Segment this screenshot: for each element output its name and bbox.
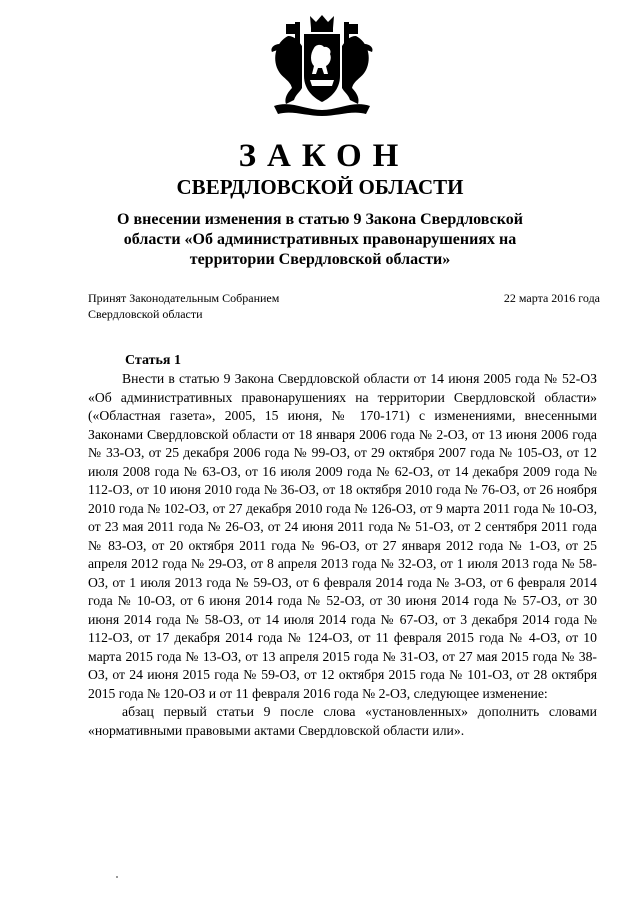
document-title: ЗАКОН (238, 138, 410, 174)
article-amendment-paragraph: абзац первый статьи 9 после слова «установленных» дополнить словами «нормативными правовыми актами Свердловской области или». (88, 704, 597, 738)
coat-of-arms-icon (266, 14, 378, 118)
article-intro-paragraph: Внести в статью 9 Закона Свердловской области от 14 июня 2005 года № 52-ОЗ «Об административных правонарушениях на территории Свердловской области» («Областная газета», 2005, 15 июня, № 170-171) с изменениями, внесенными Законами Свердловской области от 18 января 2006 года № 2-ОЗ, от 13 июня 2006 года № 33-ОЗ, от 25 декабря 2006 года № 99-ОЗ, от 29 октября 2007 года № 105-ОЗ, от 12 июля 2008 года № 63-ОЗ, от 16 июля 2009 года № 62-ОЗ, от 14 декабря 2009 года № 112-ОЗ, от 10 июня 2010 года № 36-ОЗ, от 18 октября 2010 года № 76-ОЗ, от 26 ноября 2010 года № 102-ОЗ, от 27 декабря 2010 года № 126-ОЗ, от 9 марта 2011 года № 10-ОЗ, от 23 мая 2011 года № 26-ОЗ, от 24 июня 2011 года № 51-ОЗ, от 2 сентября 2011 года № 83-ОЗ, от 20 октября 2011 года № 96-ОЗ, от 27 января 2012 года № 1-ОЗ, от 25 апреля 2012 года № 29-ОЗ, от 8 апреля 2013 года № 32-ОЗ, от 1 июля 2013 года № 58-ОЗ, от 1 июля 2013 года № 59-ОЗ, от 6 февраля 2014 года № 3-ОЗ, от 6 февраля 2014 года № 10-ОЗ, от 6 июня 2014 года № 52-ОЗ, от 30 июня 2014 года № 57-ОЗ, от 30 июня 2014 года № 58-ОЗ, от 14 июля 2014 года № 67-ОЗ, от 3 декабря 2014 года № 112-ОЗ, от 17 декабря 2014 года № 124-ОЗ, от 11 февраля 2015 года № 4-ОЗ, от 10 марта 2015 года № 13-ОЗ, от 13 апреля 2015 года № 31-ОЗ, от 27 мая 2015 года № 38-ОЗ, от 24 июня 2015 года № 59-ОЗ, от 12 октября 2015 года № 101-ОЗ, от 28 октября 2015 года № 120-ОЗ и от 11 февраля 2016 года № 2-ОЗ, следующее изменение: (88, 371, 597, 701)
document-subject: О внесении изменения в статью 9 Закона Свердловской области «Об административных правонарушениях на территории Свердловской области» (117, 211, 523, 268)
adopted-date: 22 марта 2016 года (503, 291, 600, 305)
scan-artifact (116, 876, 118, 878)
document-region: СВЕРДЛОВСКОЙ ОБЛАСТИ (176, 175, 464, 199)
article-heading: Статья 1 (125, 353, 181, 368)
adopted-by-label: Принят Законодательным Собранием Свердловской области (88, 291, 280, 321)
article-body (88, 370, 597, 740)
